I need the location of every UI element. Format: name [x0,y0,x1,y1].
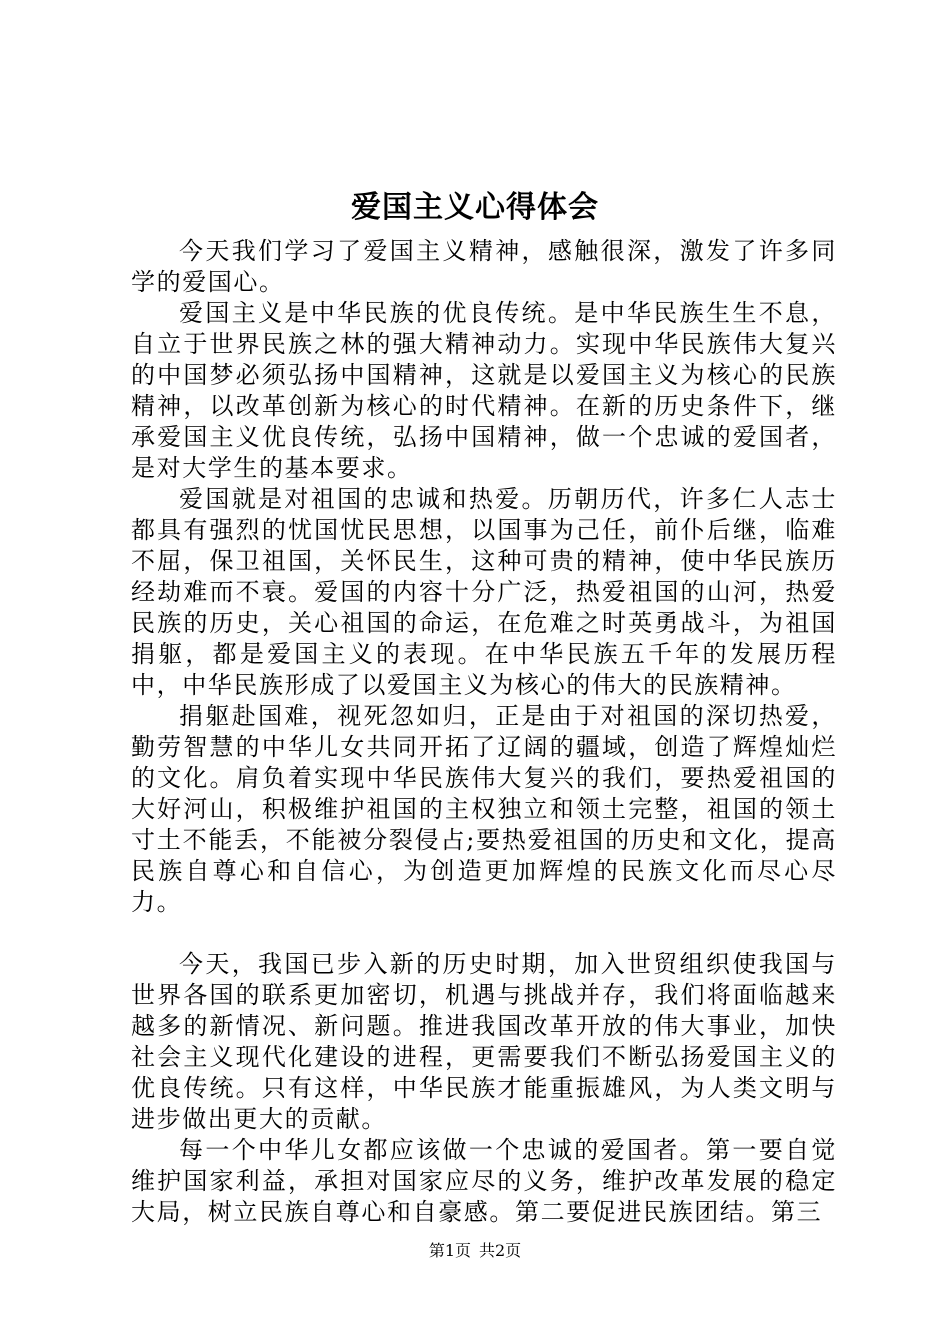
document-body [131,236,837,1228]
paragraph-5: 今天，我国已步入新的历史时期，加入世贸组织使我国与世界各国的联系更加密切，机遇与挑战并存，我们将面临越来越多的新情况、新问题。推进我国改革开放的伟大事业，加快社会主义现代化建设的进程，更需要我们不断弘扬爱国主义的优良传统。只有这样，中华民族才能重振雄风，为人类文明与进步做出更大的贡献。 [131,950,837,1133]
paragraph-2: 爱国主义是中华民族的优良传统。是中华民族生生不息，自立于世界民族之林的强大精神动力。实现中华民族伟大复兴的中国梦必须弘扬中国精神，这就是以爱国主义为核心的民族精神，以改革创新为核心的时代精神。在新的历史条件下，继承爱国主义优良传统，弘扬中国精神，做一个忠诚的爱国者，是对大学生的基本要求。 [131,299,837,482]
paragraph-4: 捐躯赴国难，视死忽如归，正是由于对祖国的深切热爱，勤劳智慧的中华儿女共同开拓了辽阔的疆域，创造了辉煌灿烂的文化。肩负着实现中华民族伟大复兴的我们，要热爱祖国的大好河山，积极维护祖国的主权独立和领土完整，祖国的领土寸土不能丢，不能被分裂侵占;要热爱祖国的历史和文化，提高民族自尊心和自信心，为创造更加辉煌的民族文化而尽心尽力。 [131,702,837,916]
page-footer [0,1240,950,1262]
document-title: 爱国主义心得体会 [351,190,599,225]
paragraph-gap [131,918,837,949]
paragraph-6: 每一个中华儿女都应该做一个忠诚的爱国者。第一要自觉维护国家利益，承担对国家应尽的义务，维护改革发展的稳定大局，树立民族自尊心和自豪感。第二要促进民族团结。第三 [131,1136,837,1226]
page-number-current: 第1页 [428,1241,471,1260]
paragraph-1: 今天我们学习了爱国主义精神，感触很深，激发了许多同学的爱国心。 [131,237,837,296]
page-number-total: 共2页 [479,1241,522,1260]
paragraph-3: 爱国就是对祖国的忠诚和热爱。历朝历代，许多仁人志士都具有强烈的忧国忧民思想，以国事为己任，前仆后继，临难不屈，保卫祖国，关怀民生，这种可贵的精神，使中华民族历经劫难而不衰。爱国的内容十分广泛，热爱祖国的山河，热爱民族的历史，关心祖国的命运，在危难之时英勇战斗，为祖国捐躯，都是爱国主义的表现。在中华民族五千年的发展历程中，中华民族形成了以爱国主义为核心的伟大的民族精神。 [131,485,837,699]
